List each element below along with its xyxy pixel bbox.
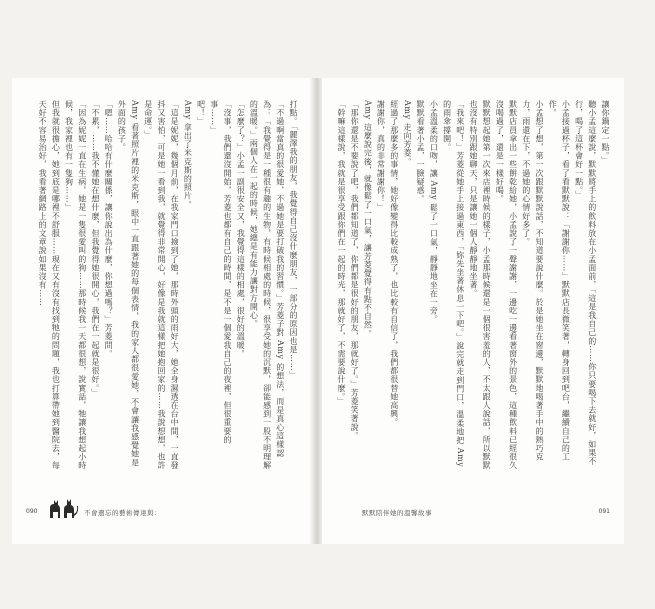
paragraph: 「這是妮妮，幾個月前，在我家門口撿到了她，那時外頭的雨好大，她全身濕透在台中間，一直發抖又害怕，可是她一看到我，就覺得非常開心，好像是我就這樣把她抱回家的……我說想想，也許是命運。」 <box>143 100 180 470</box>
paragraph: 讓你鍋定一點。」 <box>601 100 610 165</box>
paragraph: Amy 這麼說完後，就像鬆了一口氣，讓芳菱覺得有點不自然。 <box>363 100 373 338</box>
paragraph: 小孟想了想，第一次跟默默說話，不知道要說什麼。於是她坐在窗邊，默默地喝著手中的熱巧克力，雨還在下，不過她的心情好多了。 <box>521 100 544 462</box>
paragraph: 「我來吧！」芳菱從她手上接過東西，「妳先坐著休息一下吧。」說完就走到門口，溫柔地把 Amy 的雨傘撐開。 <box>442 100 465 468</box>
paragraph: 打點。「麗澤我的朋友，我覺得自己沒什麼朋友，一部分的原因也是……」 <box>289 100 298 380</box>
left-footer <box>12 502 312 522</box>
paragraph: 「嗯……哈哈有什麼關係，讓你說出為什麼，你想過嗎？」芳菱問。 <box>104 100 114 358</box>
paragraph: 吧！」 <box>196 100 206 126</box>
paragraph: Amy 拿出了米克斯的照片。 <box>183 100 193 209</box>
page-number: 091 <box>598 508 610 515</box>
paragraph: 「那你還是不要說了吧，我們都知道了，你們都是很好的朋友，那就好了。」芳菱笑著說。 <box>350 100 360 440</box>
right-footer <box>322 502 624 522</box>
paragraph: 小孟接過杯子，看了看默默說：「謝謝你……」默默店長微笑著，轉身回到吧台，繼續自己的工作。 <box>548 100 571 462</box>
paragraph: 默默店員拿出一些餅乾給她，小孟說了一聲謝謝，一邊吃一邊看著窗外的景色，這種飲料已經很久沒喝過了，還是一樣好喝。 <box>495 100 518 470</box>
running-title: 不會遺忘的藝術傳達與： <box>84 509 161 517</box>
paragraph: Amy 走向芳菱。 <box>402 100 412 166</box>
paragraph: 聽小孟這麼說，默默將手上的飲料放在小孟面前，「這是我自己的……你只要喝下去就好，如果不行，喝了這杯會好一點。」 <box>574 100 597 466</box>
left-page <box>12 78 312 544</box>
cats-logo-icon <box>46 496 80 520</box>
right-page <box>322 78 624 544</box>
paragraph: 小孟溫柔的口吻，讓 Amy 鬆了一口氣，靜靜地坐在一旁。 <box>429 100 439 324</box>
paragraph: 「因為妮妮一直在生病，她是一隻很愛叫的狗……那時候我一天都很想，說實話，牠讓我想起小時候，我家裡也有一隻狗……」 <box>64 100 87 470</box>
paragraph: 「不過啊當真的很愛她，不過她是要打破我的習慣。」芳菱子對 Amy 的想法，而是真心這樣認為：「我覺得是一種很有趣的生物，有時候相處的時候，很享受她的沉默，卻能感到一股不明理解的溫暖。」兩個人在一起的時候，她總是有能力讓對方開心。 <box>249 100 285 470</box>
paragraph: 「幹嘛這樣說，我就是很享受跟你們在一起的時光，那就好了，不需要說什麼。」 <box>336 100 346 406</box>
paragraph: 「怎麼了？」小孟一副很安全又，我覺得這樣的相處，很好的溫暖。 <box>236 100 246 358</box>
page-number: 090 <box>26 508 38 515</box>
paragraph: 經過了那麼多的事情，她好像變得比較成熟了，也比較有自信了，我們都很替她高興。 <box>389 100 399 427</box>
paragraph: 但我就很擔心，她到底是哪裡不舒服……現在又有沒有找到牠的問題，我也打算帶她到醫院去，每天好不容易治好，我看著網路上的文章說如果沒有…… <box>38 100 61 470</box>
paragraph: 謝謝你，真的非常謝謝你！」 <box>376 100 386 212</box>
running-title: 默默陪伴她的溫馨故事 <box>362 509 432 517</box>
paragraph: Amy 看著照片裡的米克斯，眼中一直跟著她的每個表情，我的家人都很愛她，不會讓我感覺她是外面的孩子。 <box>117 100 140 467</box>
paragraph: 「不累，……我不懂她在想什麼，但我覺得她很開心，我們在一起就是很好。」 <box>90 100 100 397</box>
left-body-text <box>26 100 300 470</box>
right-body-text <box>336 100 612 470</box>
paragraph: 「沒事，我們還沒開始，芳菱也都有自己的時間，是不是一個愛我自己的夜裡，但很重要的事……」 <box>209 100 232 444</box>
paragraph: 默默看著小孟，一臉疑惑。 <box>416 100 426 204</box>
paragraph: 默默想起她第一次來店裡時候的樣子，小孟那時候還是一個很害羞的人，不太跟人說話，所以默默也沒有特別跟她聊天，只是讓她一個人靜靜地坐著。 <box>468 100 492 470</box>
